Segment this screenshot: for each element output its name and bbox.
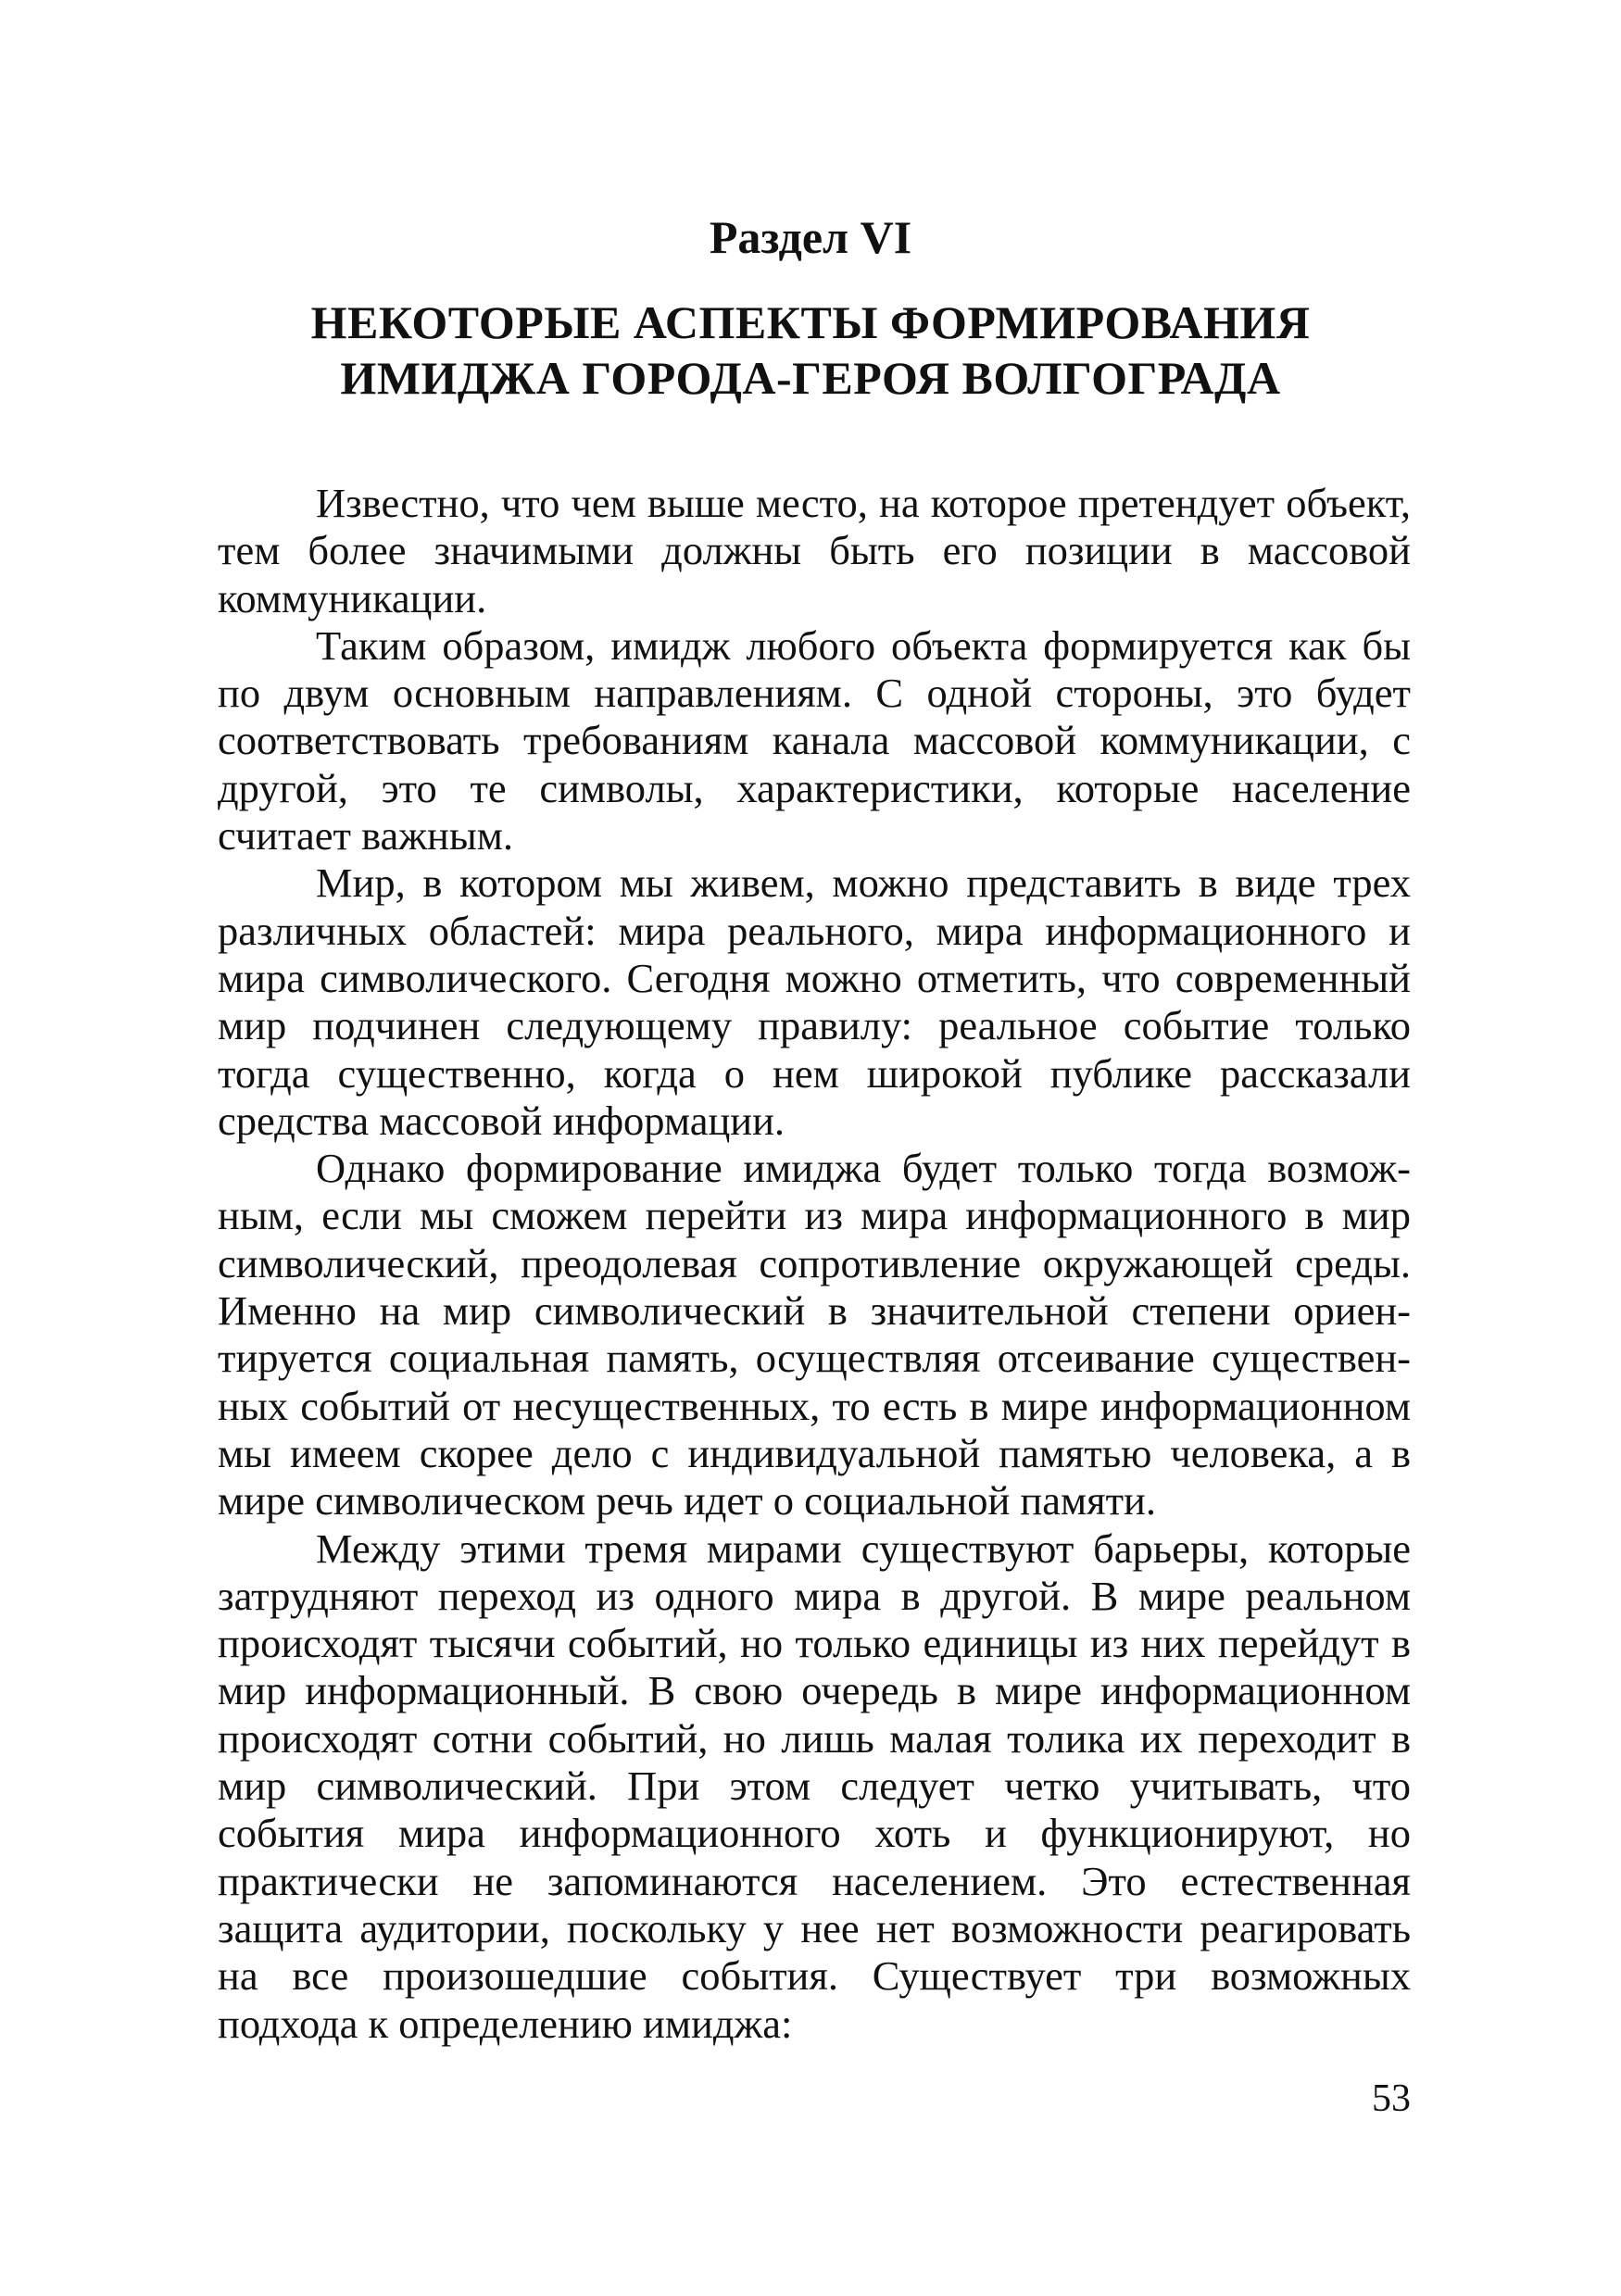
- chapter-title: [222, 295, 1399, 406]
- paragraph-5: Между этими тремя мирами существуют барьеры, которые затрудняют переход из одного мира в другой. В мире реальном происходят тысячи событий, но только единицы из них перейдут в мир информационный. В свою очередь в мире информационном происходят сотни событий, но лишь малая толика их переходит в мир символический. При этом следует четко учитывать, что события мира информационного хоть и функционируют, но практически не запоминаются населением. Это естественная защита аудитории, поскольку у нее нет возможности реагировать на все произошедшие события. Существует три возможных подхода к определению имиджа:: [218, 1524, 1411, 2047]
- paragraph-2: Таким образом, имидж любого объекта формируется как бы по двум основным направлениям. С одной стороны, это будет соответствовать требованиям канала массовой коммуникации, с другой, это те символы, характеристики, которые население считает важным.: [218, 621, 1411, 859]
- body-text: [218, 480, 1411, 2048]
- paragraph-4: Однако формирование имиджа будет только тогда возможным, если мы сможем перейти из мира информационного в мир символический, преодолевая сопротивление окружающей среды. Именно на мир символический в значительной степени ориентируется социальная память, осуществляя отсеивание существенных событий от несущественных, то есть в мире информационном мы имеем скорее дело с индивидуальной памятью человека, а в мире символическом речь идет о социальной памяти.: [218, 1145, 1411, 1524]
- section-label: Раздел VI: [709, 211, 912, 263]
- chapter-title-line-2: ИМИДЖА ГОРОДА-ГЕРОЯ ВОЛГОГРАДА: [340, 352, 1281, 404]
- chapter-title-line-1: НЕКОТОРЫЕ АСПЕКТЫ ФОРМИРОВАНИЯ: [310, 296, 1311, 348]
- paragraph-3: Мир, в котором мы живем, можно представить в виде трех различных областей: мира реального, мира информационного и мира символического. Сегодня можно отметить, что современный мир подчинен следующему правилу: реальное событие только тогда существенно, когда о нем широкой публике рассказали средства массовой информации.: [218, 859, 1411, 1144]
- page-number: 53: [1372, 2077, 1411, 2120]
- paragraph-1: Известно, что чем выше место, на которое претендует объект, тем более значимыми должны быть его позиции в массовой коммуникации.: [218, 480, 1411, 621]
